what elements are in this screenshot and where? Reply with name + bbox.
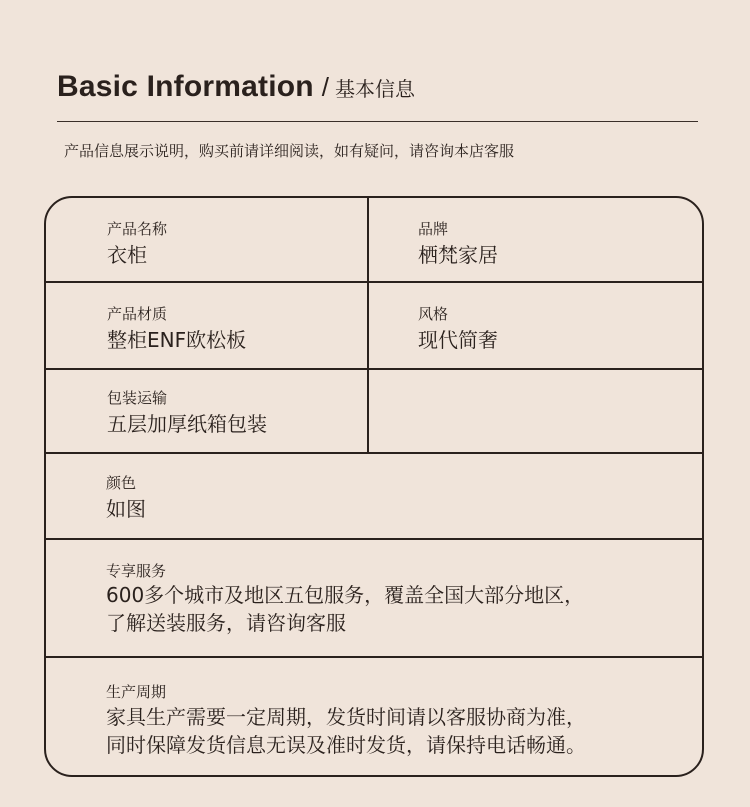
table-row [46,540,702,658]
table-row [46,454,702,540]
service-cell [46,540,702,656]
packaging-value: 五层加厚纸箱包装 [107,412,267,436]
empty-cell [369,370,702,452]
product-name-value: 衣柜 [107,243,147,267]
production-line-1: 家具生产需要一定周期，发货时间请以客服协商为准， [106,705,586,729]
header-divider [57,121,698,122]
product-name-cell [46,198,369,281]
material-label: 产品材质 [107,305,168,323]
production-cell [46,658,702,775]
service-line-2: 了解送装服务，请咨询客服 [106,611,346,635]
table-row [46,370,702,454]
production-line-2: 同时保障发货信息无误及准时发货，请保持电话畅通。 [106,733,586,757]
service-line-1: 600多个城市及地区五包服务，覆盖全国大部分地区， [106,583,585,607]
packaging-label: 包装运输 [107,389,168,407]
material-cell [46,283,369,368]
section-subtitle: 产品信息展示说明，购买前请详细阅读，如有疑问，请咨询本店客服 [64,142,515,160]
section-title [57,70,698,104]
packaging-cell [46,370,369,452]
style-value: 现代简奢 [418,328,498,352]
production-label: 生产周期 [106,683,167,701]
table-row [46,658,702,775]
info-table [44,196,704,777]
style-label: 风格 [418,305,449,323]
color-label: 颜色 [106,474,137,492]
title-english: Basic Information [57,70,314,103]
section-header [57,70,698,104]
title-separator: / [321,72,330,102]
table-row [46,283,702,370]
brand-value: 栖梵家居 [418,243,498,267]
brand-label: 品牌 [418,220,449,238]
style-cell [369,283,702,368]
material-value: 整柜ENF欧松板 [107,328,247,352]
title-chinese: 基本信息 [335,77,416,101]
color-cell [46,454,702,538]
table-row [46,198,702,283]
color-value: 如图 [106,497,146,521]
brand-cell [369,198,702,281]
service-label: 专享服务 [106,562,167,580]
product-name-label: 产品名称 [107,220,168,238]
